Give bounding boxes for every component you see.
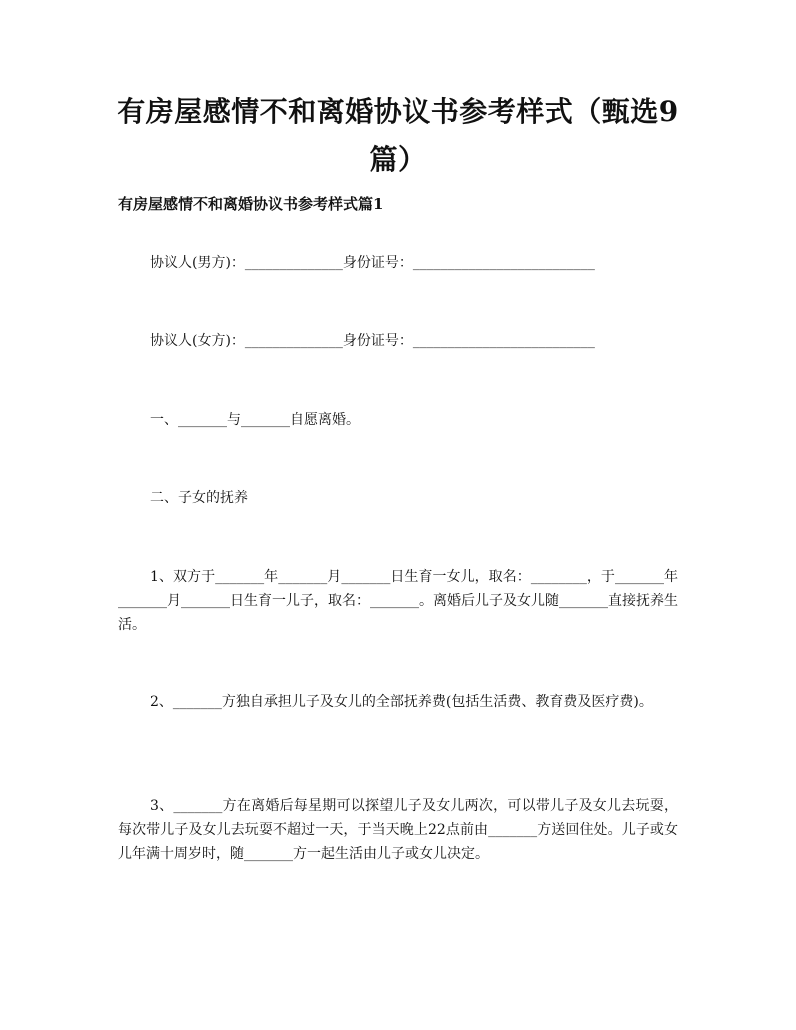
paragraph-woman-party: 协议人(女方)：______________身份证号：__________________________ — [150, 333, 595, 349]
section-title: 有房屋感情不和离婚协议书参考样式篇1 — [118, 195, 384, 213]
paragraph-divorce-consent: 一、_______与_______自愿离婚。 — [150, 412, 360, 428]
paragraph-visitation-rights: 3、_______方在离婚后每星期可以探望儿子及女儿两次，可以带儿子及女儿去玩耍，每次带儿子及女儿去玩耍不超过一天，于当天晚上22点前由_______方送回住处。儿子或女儿年满十周岁时，随_______方一起生活由儿子或女儿决定。 — [118, 798, 678, 862]
document-title: 有房屋感情不和离婚协议书参考样式（甄选9篇） — [117, 95, 679, 176]
paragraph-child-custody-heading: 二、子女的抚养 — [150, 490, 248, 506]
paragraph-children-details: 1、双方于_______年_______月_______日生育一女儿，取名：________，于_______年_______月_______日生育一儿子，取名：_______。离婚后儿子及女儿随_______直接抚养生活。 — [118, 569, 678, 633]
paragraph-child-support: 2、_______方独自承担儿子及女儿的全部抚养费(包括生活费、教育费及医疗费)。 — [150, 694, 653, 710]
paragraph-man-party: 协议人(男方)：______________身份证号：__________________________ — [150, 255, 595, 271]
